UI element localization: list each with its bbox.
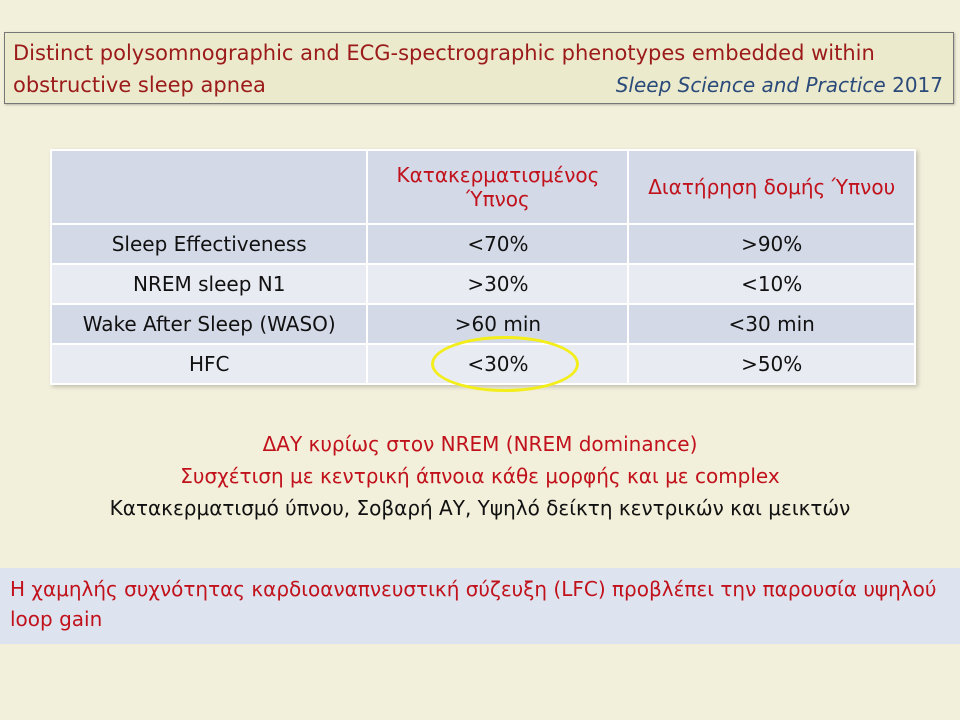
comparison-table: [50, 149, 916, 385]
table-row: [51, 264, 915, 304]
cell-value: <30%: [467, 352, 529, 376]
bottom-note-text: Η χαμηλής συχνότητας καρδιοαναπνευστική σύζευξη (LFC) προβλέπει την παρουσία υψηλού loop gain: [10, 577, 937, 631]
table-row: [51, 224, 915, 264]
cell-value: >60 min: [367, 304, 628, 344]
table-header-row: [51, 150, 915, 224]
journal-name: Sleep Science and Practice: [615, 73, 886, 97]
title-box: [4, 32, 954, 104]
header-cell-preserved: Διατήρηση δομής Ύπνου: [628, 150, 915, 224]
row-label: Sleep Effectiveness: [51, 224, 367, 264]
cell-value: >90%: [628, 224, 915, 264]
notes-block: [0, 428, 960, 524]
title-line-1: Distinct polysomnographic and ECG-spectrographic phenotypes embedded within: [13, 41, 875, 65]
row-label: HFC: [51, 344, 367, 384]
bottom-note-box: [0, 568, 960, 644]
row-label: Wake After Sleep (WASO): [51, 304, 367, 344]
highlighted-cell: [367, 344, 628, 384]
cell-value: >30%: [367, 264, 628, 304]
cell-value: >50%: [628, 344, 915, 384]
yellow-ellipse-highlight: [431, 336, 579, 392]
table-row: [51, 344, 915, 384]
cell-value: <70%: [367, 224, 628, 264]
row-label: NREM sleep N1: [51, 264, 367, 304]
header-cell-fragmented: Κατακερματισμένος Ύπνος: [367, 150, 628, 224]
highlighted-value-wrap: [467, 352, 528, 376]
note-line-1: ΔΑΥ κυρίως στον NREM (NREM dominance): [262, 432, 698, 456]
cell-value: <10%: [628, 264, 915, 304]
cell-value: <30 min: [628, 304, 915, 344]
journal-year: 2017: [892, 73, 943, 97]
title-line-2-row: [13, 69, 943, 101]
journal-citation: [616, 69, 943, 101]
header-cell-empty: [51, 150, 367, 224]
note-line-2: Συσχέτιση με κεντρική άπνοια κάθε μορφής και με complex: [180, 464, 780, 488]
note-line-3: Κατακερματισμό ύπνου, Σοβαρή ΑΥ, Υψηλό δείκτη κεντρικών και μεικτών: [109, 496, 851, 520]
title-line-2: obstructive sleep apnea: [13, 73, 266, 97]
